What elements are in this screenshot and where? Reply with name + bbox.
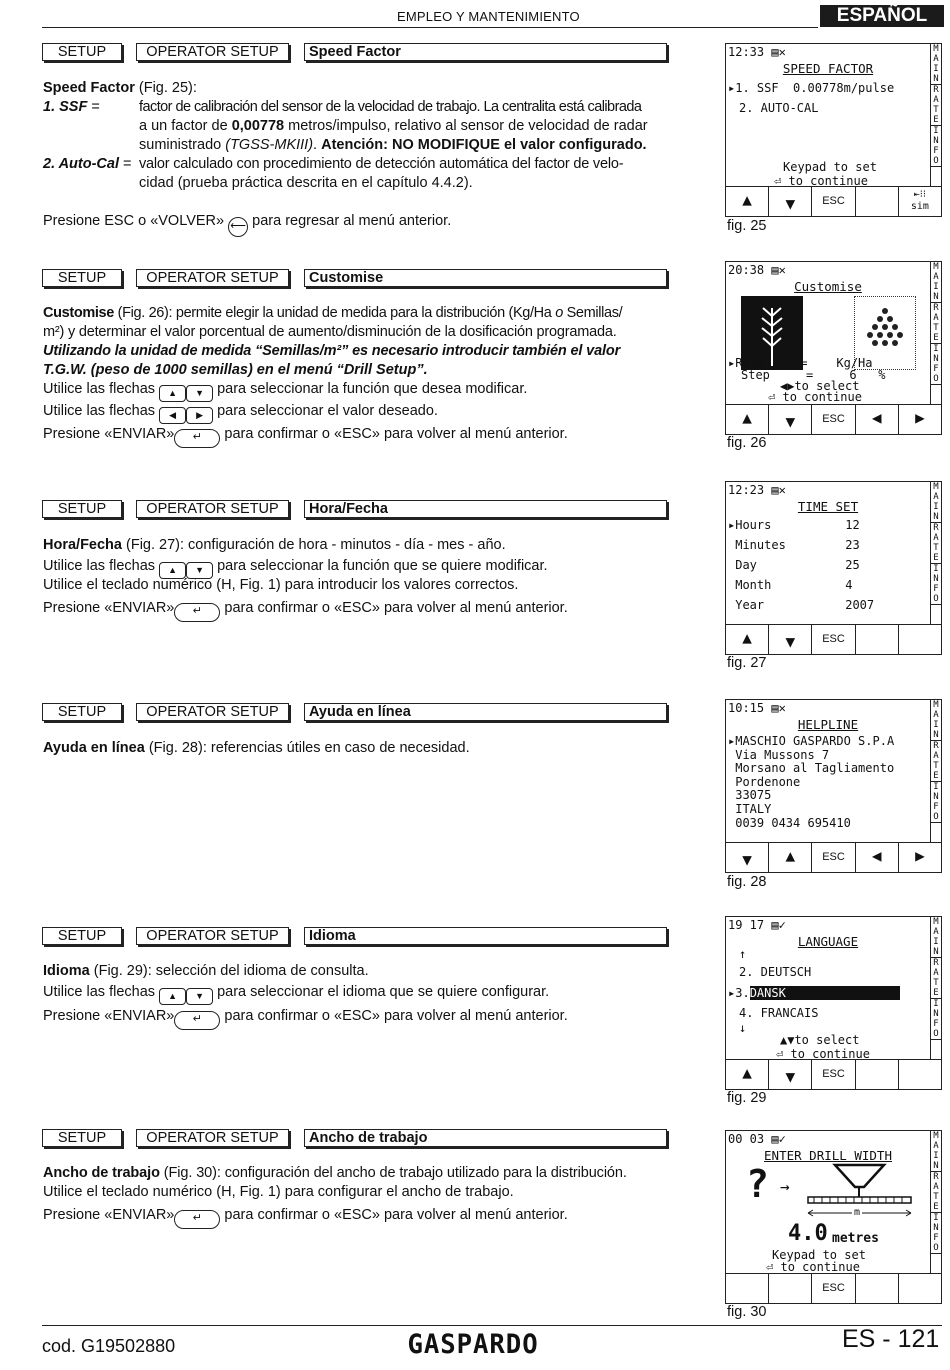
cursor-icon: ▸ (728, 518, 736, 532)
crumb-setup: SETUP (42, 43, 122, 61)
customise-arrows-updown: Utilice las flechas ▲ ▼ para seleccionar la función que desea modificar. (43, 379, 527, 402)
language-description: Idioma (Fig. 29): selección del idioma de consulta. (43, 963, 369, 979)
screen-title: TIME SET (797, 499, 859, 514)
side-tabs (930, 1131, 941, 1273)
side-tab-letter: R (933, 1172, 939, 1182)
status-bar: 19 17 ▤✓ (728, 918, 786, 932)
side-tab-letter: O (931, 1029, 941, 1040)
back-key-icon: ⟵ (228, 217, 248, 237)
time-keypad: Utilice el teclado numérico (H, Fig. 1) para introducir los valores correctos. (43, 577, 519, 593)
side-tab-letter: N (931, 74, 941, 85)
enter-icon: ⏎ (776, 1047, 784, 1061)
language-option-deutsch[interactable]: 2. DEUTSCH (739, 965, 812, 979)
time-field-label: Year (735, 598, 765, 612)
side-tab-letter: M (933, 44, 939, 54)
side-tab-letter: I (933, 64, 939, 74)
screen-title: SPEED FACTOR (782, 61, 874, 76)
crumb-setup: SETUP (42, 927, 122, 945)
esc-button[interactable]: ESC (812, 405, 855, 434)
side-tabs (930, 700, 941, 842)
side-tab-letter: A (933, 54, 939, 64)
side-tab-letter: N (933, 1009, 939, 1019)
time-field-value: 23 (845, 538, 860, 552)
header-rule (42, 27, 818, 28)
enter-key-icon: ↵ (174, 603, 220, 622)
side-tab-letter: R (933, 741, 939, 751)
side-tab-letter: E (931, 988, 941, 999)
helpline-contact-line: Pordenone (735, 774, 801, 789)
width-description: Ancho de trabajo (Fig. 30): configuración del ancho de trabajo utilizado para la distribución. (43, 1165, 627, 1181)
side-tab-letter: O (931, 156, 941, 167)
hint-keypad: Keypad to set (772, 1248, 866, 1262)
down-arrow-button[interactable]: ▼ (769, 1060, 812, 1089)
side-tab-letter: F (933, 1019, 939, 1029)
helpline-contact-line: 0039 0434 695410 (735, 815, 851, 830)
crumb-operator-setup: OPERATOR SETUP (136, 703, 289, 721)
hint-keypad: Keypad to set (783, 160, 877, 174)
side-tab-letter: N (933, 574, 939, 584)
screen-title: HELPLINE (797, 717, 859, 732)
side-tab-letter: R (933, 958, 939, 968)
down-arrow-button[interactable]: ▼ (769, 405, 812, 434)
side-tab-letter: A (933, 313, 939, 323)
hint-select: ▲▼to select (780, 1033, 860, 1047)
side-tab-letter: N (933, 1223, 939, 1233)
status-bar: 12:23 ▤✕ (728, 483, 786, 497)
side-tab-letter: T (933, 761, 939, 771)
side-tabs (930, 917, 941, 1059)
down-arrow-button[interactable]: ▼ (769, 625, 812, 654)
fig-caption: fig. 25 (727, 218, 767, 234)
language-option-dansk[interactable]: ▸3.DANSK (728, 986, 900, 1000)
time-field-value: 2007 (845, 598, 875, 612)
helpline-contact-line: Morsano al Tagliamento (735, 761, 895, 776)
enter-icon: ⏎ (768, 390, 776, 404)
crumb-current: Ancho de trabajo (304, 1129, 667, 1147)
blank-button[interactable] (769, 1274, 812, 1303)
softkey-bar (726, 1273, 941, 1303)
side-tab-letter: N (931, 1161, 941, 1172)
side-tab-letter: I (933, 502, 939, 512)
softkey-bar (726, 186, 941, 216)
enter-icon: ⏎ (766, 1260, 774, 1274)
side-tab-letter: R (933, 85, 939, 95)
enter-icon: ⏎ (774, 174, 782, 188)
language-enter: Presione «ENVIAR» ↵ para confirmar o «ESC» para volver al menú anterior. (43, 1006, 568, 1030)
side-tab-letter: M (933, 917, 939, 927)
crumb-current: Idioma (304, 927, 667, 945)
side-tabs (930, 482, 941, 624)
helpline-contact-line: Via Mussons 7 (735, 747, 830, 762)
width-enter: Presione «ENVIAR» ↵ para confirmar o «ESC» para volver al menú anterior. (43, 1205, 568, 1229)
side-tab-letter: M (933, 1131, 939, 1141)
side-tab-letter: A (933, 751, 939, 761)
brand-logo: GASPARDO (407, 1329, 539, 1360)
cursor-icon (728, 578, 735, 592)
left-arrow-key-icon: ◀ (159, 407, 186, 424)
fig-caption: fig. 26 (727, 435, 767, 451)
time-field-row[interactable] (728, 518, 860, 532)
blank-button[interactable] (856, 187, 899, 216)
side-tab-letter: N (931, 730, 941, 741)
up-arrow-button[interactable]: ▲ (726, 625, 769, 654)
side-tab-letter: O (931, 594, 941, 605)
time-field-row[interactable] (728, 538, 860, 552)
side-tab-letter: M (933, 262, 939, 272)
language-option-francais[interactable]: 4. FRANCAIS (739, 1006, 819, 1020)
screen-language (725, 916, 942, 1090)
time-field-label: Minutes (735, 538, 786, 552)
up-arrow-key-icon: ▲ (159, 385, 186, 402)
footer-rule (42, 1325, 942, 1326)
blank-button[interactable] (856, 625, 899, 654)
down-arrow-key-icon: ▼ (186, 562, 213, 579)
enter-key-icon: ↵ (174, 1210, 220, 1229)
fig-caption: fig. 30 (727, 1304, 767, 1320)
side-tab-letter: A (933, 95, 939, 105)
helpline-contact-line: ▸MASCHIO GASPARDO S.P.A (728, 734, 895, 748)
up-arrow-button[interactable]: ▲ (726, 405, 769, 434)
crumb-operator-setup: OPERATOR SETUP (136, 43, 289, 61)
side-tab-letter: R (933, 303, 939, 313)
blank-button[interactable] (899, 1274, 941, 1303)
side-tab-letter: I (933, 937, 939, 947)
helpline-contact-line: 33075 (735, 788, 772, 803)
enter-key-icon: ↵ (174, 1011, 220, 1030)
time-enter: Presione «ENVIAR» ↵ para confirmar o «ESC» para volver al menú anterior. (43, 598, 568, 622)
side-tab-letter: O (931, 812, 941, 823)
side-tab-letter: O (931, 374, 941, 385)
language-arrows: Utilice las flechas ▲ ▼ para seleccionar el idioma que se quiere configurar. (43, 982, 549, 1005)
softkey-bar (726, 624, 941, 654)
hint-select: ◀▶to select (780, 379, 860, 393)
crumb-operator-setup: OPERATOR SETUP (136, 927, 289, 945)
right-arrow-button[interactable]: ▶ (915, 846, 925, 865)
customise-arrows-leftright: Utilice las flechas ◀ ▶ para seleccionar el valor deseado. (43, 401, 438, 424)
side-tab-letter: F (933, 146, 939, 156)
side-tab-letter: A (933, 968, 939, 978)
right-arrow-key-icon: ▶ (186, 407, 213, 424)
time-field-label: Month (735, 578, 772, 592)
breadcrumb (42, 500, 672, 518)
breadcrumb (42, 269, 672, 287)
side-tab-letter: A (933, 1182, 939, 1192)
side-tab-letter: F (933, 364, 939, 374)
side-tab-letter: A (933, 710, 939, 720)
hint-continue: ⏎ to continue (766, 1260, 860, 1274)
screen-title: Customise (794, 279, 862, 294)
sim-button[interactable]: ⇤⁝⁝ sim (910, 189, 929, 212)
scroll-up-icon: ↑ (739, 947, 747, 961)
side-tab-letter: A (933, 1141, 939, 1151)
breadcrumb (42, 43, 672, 61)
meter-label: m (854, 1207, 861, 1218)
blank-button[interactable] (899, 625, 941, 654)
crumb-current: Ayuda en línea (304, 703, 667, 721)
up-arrow-key-icon: ▲ (159, 988, 186, 1005)
screen-helpline (725, 699, 942, 873)
cursor-icon (728, 538, 735, 552)
side-tab-letter: T (933, 543, 939, 553)
side-tab-letter: I (933, 564, 939, 574)
side-tab-letter: I (933, 999, 939, 1009)
side-tab-letter: A (933, 533, 939, 543)
width-value[interactable]: 4.0 (788, 1221, 828, 1246)
side-tab-letter: T (933, 1192, 939, 1202)
side-tab-letter: T (933, 105, 939, 115)
breadcrumb (42, 703, 672, 721)
breadcrumb (42, 1129, 672, 1147)
language-tab: ESPAÑOL (820, 5, 944, 27)
fig-caption: fig. 28 (727, 874, 767, 890)
document-code: cod. G19502880 (42, 1336, 176, 1356)
blank-button[interactable] (856, 1060, 899, 1089)
cursor-icon (728, 598, 735, 612)
up-arrow-button[interactable]: ▲ (726, 1060, 769, 1089)
side-tab-letter: N (931, 947, 941, 958)
side-tab-letter: N (931, 512, 941, 523)
side-tab-letter: E (931, 771, 941, 782)
time-field-row[interactable] (728, 598, 874, 612)
up-arrow-button[interactable]: ▲ (726, 187, 769, 216)
running-header: EMPLEO Y MANTENIMIENTO (397, 9, 580, 24)
blank-button[interactable] (899, 1060, 941, 1089)
crumb-current: Hora/Fecha (304, 500, 667, 518)
side-tab-letter: E (931, 333, 941, 344)
crumb-current: Speed Factor (304, 43, 667, 61)
up-arrow-button[interactable]: ▲ (769, 843, 812, 872)
side-tab-letter: F (933, 802, 939, 812)
esc-button[interactable]: ESC (812, 843, 855, 872)
sim-icon: ⇤⁝⁝ (913, 189, 927, 200)
status-bar: 20:38 ▤✕ (728, 263, 786, 277)
side-tab-letter: A (933, 492, 939, 502)
down-arrow-button[interactable]: ▼ (769, 187, 812, 216)
screen-customise (725, 261, 942, 435)
left-arrow-button[interactable]: ◀ (856, 405, 899, 434)
time-field-label: Day (735, 558, 757, 572)
crumb-setup: SETUP (42, 703, 122, 721)
width-keypad: Utilice el teclado numérico (H, Fig. 1) para configurar el ancho de trabajo. (43, 1184, 514, 1200)
esc-button[interactable]: ESC (812, 625, 855, 654)
menu-item-ssf[interactable]: ▸1. SSF 0.00778m/pulse (728, 81, 895, 95)
side-tab-letter: I (933, 282, 939, 292)
screen-title: LANGUAGE (797, 934, 859, 949)
side-tab-letter: N (933, 354, 939, 364)
esc-instruction: Presione ESC o «VOLVER» ⟵ para regresar al menú anterior. (43, 211, 451, 237)
fig-caption: fig. 27 (727, 655, 767, 671)
crumb-operator-setup: OPERATOR SETUP (136, 500, 289, 518)
esc-button[interactable]: ESC (812, 1060, 855, 1089)
side-tab-letter: T (933, 323, 939, 333)
screen-speed-factor (725, 43, 942, 217)
side-tab-letter: I (933, 344, 939, 354)
enter-key-icon: ↵ (174, 429, 220, 448)
screen-title: ENTER DRILL WIDTH (764, 1148, 892, 1163)
softkey-bar (726, 404, 941, 434)
crumb-setup: SETUP (42, 1129, 122, 1147)
side-tab-letter: T (933, 978, 939, 988)
customise-enter: Presione «ENVIAR» ↵ para confirmar o «ESC» para volver al menú anterior. (43, 424, 568, 448)
screen-drill-width (725, 1130, 942, 1304)
left-arrow-button[interactable]: ◀ (856, 843, 899, 872)
time-arrows: Utilice las flechas ▲ ▼ para seleccionar la función que se quiere modificar. (43, 556, 548, 579)
arrow-right-icon: → (780, 1177, 790, 1196)
side-tab-letter: A (933, 927, 939, 937)
time-field-row[interactable] (728, 578, 852, 592)
side-tab-letter: M (933, 700, 939, 710)
down-arrow-key-icon: ▼ (186, 988, 213, 1005)
side-tab-letter: R (933, 523, 939, 533)
time-field-value: 12 (845, 518, 860, 532)
side-tabs (930, 262, 941, 404)
rate-row[interactable]: ▸Rate = Kg/Ha (728, 356, 873, 370)
side-tab-letter: I (933, 1151, 939, 1161)
softkey-bar (726, 1059, 941, 1089)
side-tab-letter: I (933, 126, 939, 136)
side-tab-letter: A (933, 272, 939, 282)
page-number: ES - 121 (842, 1325, 940, 1353)
esc-button[interactable]: ESC (812, 187, 855, 216)
side-tab-letter: N (933, 792, 939, 802)
crumb-current: Customise (304, 269, 667, 287)
crumb-setup: SETUP (42, 500, 122, 518)
helpline-contact-line: ITALY (735, 802, 772, 816)
fig-caption: fig. 29 (727, 1090, 767, 1106)
side-tab-letter: O (931, 1243, 941, 1254)
side-tab-letter: N (931, 292, 941, 303)
help-description: Ayuda en línea (Fig. 28): referencias útiles en caso de necesidad. (43, 740, 470, 756)
side-tab-letter: E (931, 553, 941, 564)
softkey-bar (726, 842, 941, 872)
status-bar: 00 03 ▤✓ (728, 1132, 786, 1146)
side-tab-letter: I (933, 1213, 939, 1223)
screen-time-set (725, 481, 942, 655)
right-arrow-button[interactable]: ▶ (915, 408, 925, 427)
time-field-value: 25 (845, 558, 860, 572)
side-tab-letter: I (933, 720, 939, 730)
blank-button[interactable] (856, 1274, 899, 1303)
crumb-operator-setup: OPERATOR SETUP (136, 1129, 289, 1147)
width-unit: metres (832, 1231, 879, 1246)
up-arrow-key-icon: ▲ (159, 562, 186, 579)
menu-item-autocal[interactable]: 2. AUTO-CAL (739, 101, 819, 115)
down-arrow-key-icon: ▼ (186, 385, 213, 402)
time-field-value: 4 (845, 578, 853, 592)
time-field-row[interactable] (728, 558, 860, 572)
side-tab-letter: F (933, 1233, 939, 1243)
side-tab-letter: I (933, 782, 939, 792)
blank-button[interactable] (726, 1274, 769, 1303)
customise-description: Customise (Fig. 26): permite elegir la unidad de medida para la distribución (Kg/Ha o Semillas/ m²) y determinar el valor porcentual de aumento/disminución de la dosificación programada. Utilizando la unidad de medida “Semillas/m²” es necesario introducir también el valor T.G.W. (peso de 1000 semillas) en el menú “Drill Setup”. (43, 305, 623, 378)
breadcrumb (42, 927, 672, 945)
hint-continue: ⏎ to continue (776, 1047, 870, 1061)
cursor-icon (728, 558, 735, 572)
question-icon: ? (746, 1162, 769, 1206)
crumb-setup: SETUP (42, 269, 122, 287)
side-tab-letter: E (931, 1202, 941, 1213)
side-tab-letter: E (931, 115, 941, 126)
hint-continue: ⏎ to continue (768, 390, 862, 404)
scroll-down-icon: ↓ (739, 1021, 747, 1035)
side-tab-letter: M (933, 482, 939, 492)
status-bar: 12:33 ▤✕ (728, 45, 786, 59)
esc-button[interactable]: ESC (812, 1274, 855, 1303)
hint-continue: ⏎ to continue (774, 174, 868, 188)
step-row[interactable]: Step = 6 % (741, 368, 886, 382)
down-arrow-button[interactable]: ▼ (726, 843, 769, 872)
status-bar: 10:15 ▤✕ (728, 701, 786, 715)
side-tab-letter: N (933, 136, 939, 146)
side-tab-letter: F (933, 584, 939, 594)
time-field-label: Hours (735, 518, 772, 532)
crumb-operator-setup: OPERATOR SETUP (136, 269, 289, 287)
time-description: Hora/Fecha (Fig. 27): configuración de hora - minutos - día - mes - año. (43, 537, 506, 553)
side-tabs (930, 44, 941, 186)
speed-factor-lead: Speed Factor (Fig. 25): (43, 80, 197, 96)
